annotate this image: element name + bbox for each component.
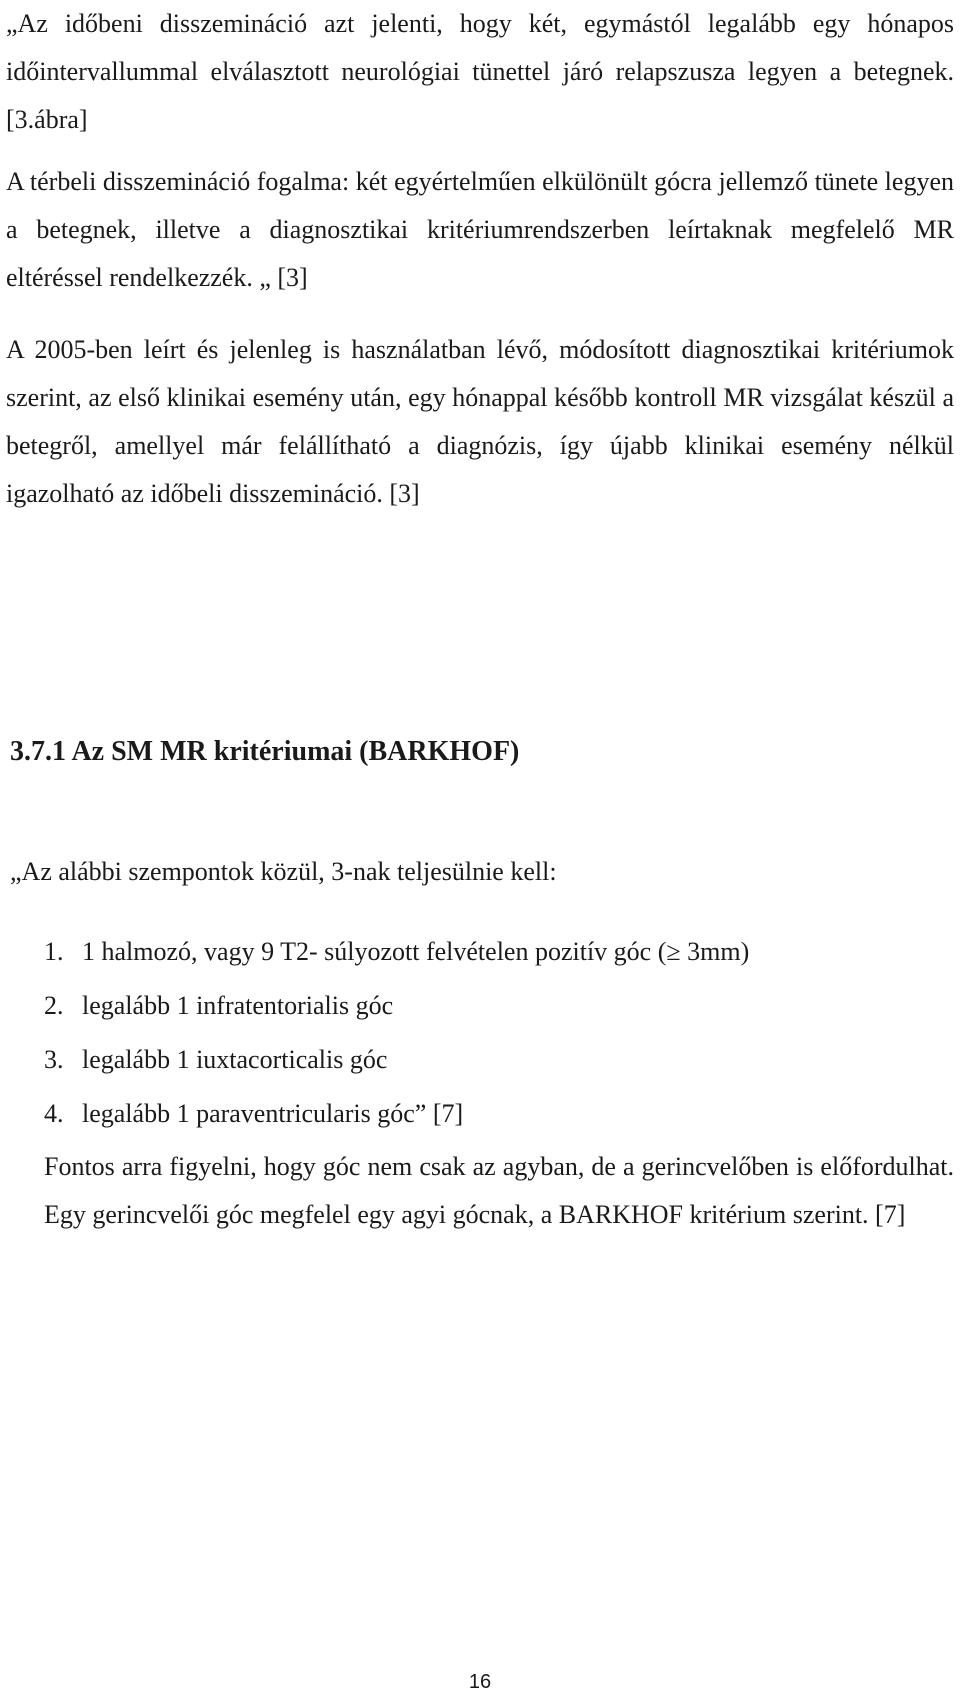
list-item <box>44 925 749 979</box>
list-item-text: legalább 1 paraventricularis góc” [7] <box>82 1099 464 1128</box>
list-item <box>44 979 749 1033</box>
list-item-number: 1. <box>44 937 64 966</box>
list-item-number: 4. <box>44 1099 64 1128</box>
list-item-text: 1 halmozó, vagy 9 T2- súlyozott felvételen pozitív góc (≥ 3mm) <box>82 937 750 966</box>
list-item <box>44 1087 749 1141</box>
list-item-number: 2. <box>44 991 64 1020</box>
list-item-number: 3. <box>44 1045 64 1074</box>
section-heading: 3.7.1 Az SM MR kritériumai (BARKHOF) <box>10 736 520 767</box>
list-item-text: legalább 1 iuxtacorticalis góc <box>82 1045 388 1074</box>
list-item <box>44 1033 749 1087</box>
paragraph-spatial-dissemination: A térbeli disszemináció fogalma: két egyértelműen elkülönült gócra jellemző tünete legyen a betegnek, illetve a diagnosztikai kritériumrendszerben leírtaknak megfelelő MR eltéréssel rendelkezzék. „ [3] <box>6 167 954 292</box>
page-number: 16 <box>468 1671 492 1693</box>
criteria-list <box>44 925 749 1141</box>
list-item-text: legalább 1 infratentorialis góc <box>82 991 394 1020</box>
paragraph-spinal-cord-note: Fontos arra figyelni, hogy góc nem csak az agyban, de a gerincvelőben is előfordulhat. Egy gerincvelői góc megfelel egy agyi gócnak, a BARKHOF kritérium szerint. [7] <box>44 1152 954 1229</box>
paragraph-2005-criteria: A 2005-ben leírt és jelenleg is használatban lévő, módosított diagnosztikai kritériumok szerint, az első klinikai esemény után, egy hónappal később kontroll MR vizsgálat készül a betegről, amellyel már felállítható a diagnózis, így újabb klinikai esemény nélkül igazolható az időbeli disszemináció. [3] <box>6 335 954 508</box>
criteria-intro: „Az alábbi szempontok közül, 3-nak teljesülnie kell: <box>10 857 557 886</box>
paragraph-temporal-dissemination: „Az időbeni disszemináció azt jelenti, hogy két, egymástól legalább egy hónapos időintervallummal elválasztott neurológiai tünettel járó relapszusza legyen a betegnek. [3.ábra] <box>6 9 954 134</box>
